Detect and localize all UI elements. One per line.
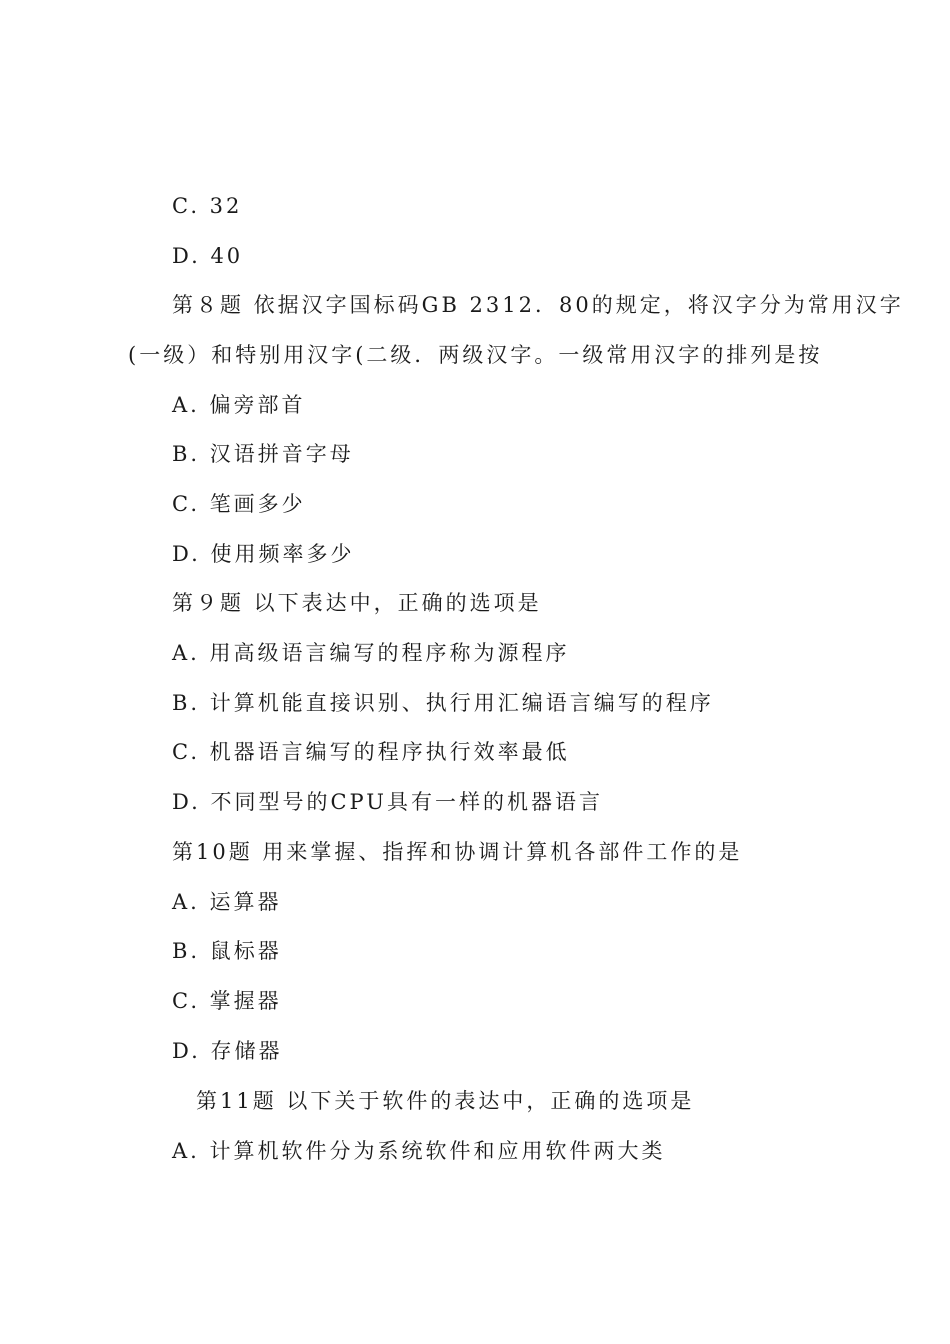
option-b-q9: B. 计算机能直接识别、执行用汇编语言编写的程序 [172,691,714,715]
option-d-q7: D. 40 [172,244,244,268]
question-8-stem-continued: (一级）和特别用汉字(二级．两级汉字。一级常用汉字的排列是按 [128,343,823,367]
option-a-q9: A. 用高级语言编写的程序称为源程序 [172,641,570,665]
question-8-stem: 第８题 依据汉字国标码GB 2312．80的规定，将汉字分为常用汉字 [172,293,904,317]
option-d-q9: D. 不同型号的CPU具有一样的机器语言 [172,790,603,814]
option-b-q8: B. 汉语拼音字母 [172,442,354,466]
option-c-q7: C. 32 [172,194,243,218]
option-c-q8: C. 笔画多少 [172,492,306,516]
question-9-stem: 第９题 以下表达中，正确的选项是 [172,591,542,615]
option-c-q9: C. 机器语言编写的程序执行效率最低 [172,740,570,764]
option-b-q10: B. 鼠标器 [172,939,282,963]
question-11-stem: 第11题 以下关于软件的表达中，正确的选项是 [196,1089,695,1113]
question-10-stem: 第10题 用来掌握、指挥和协调计算机各部件工作的是 [172,840,743,864]
option-d-q10: D. 存储器 [172,1039,283,1063]
option-a-q10: A. 运算器 [172,890,282,914]
option-a-q8: A. 偏旁部首 [172,393,306,417]
option-a-q11: A. 计算机软件分为系统软件和应用软件两大类 [172,1139,666,1163]
option-d-q8: D. 使用频率多少 [172,542,355,566]
option-c-q10: C. 掌握器 [172,989,282,1013]
